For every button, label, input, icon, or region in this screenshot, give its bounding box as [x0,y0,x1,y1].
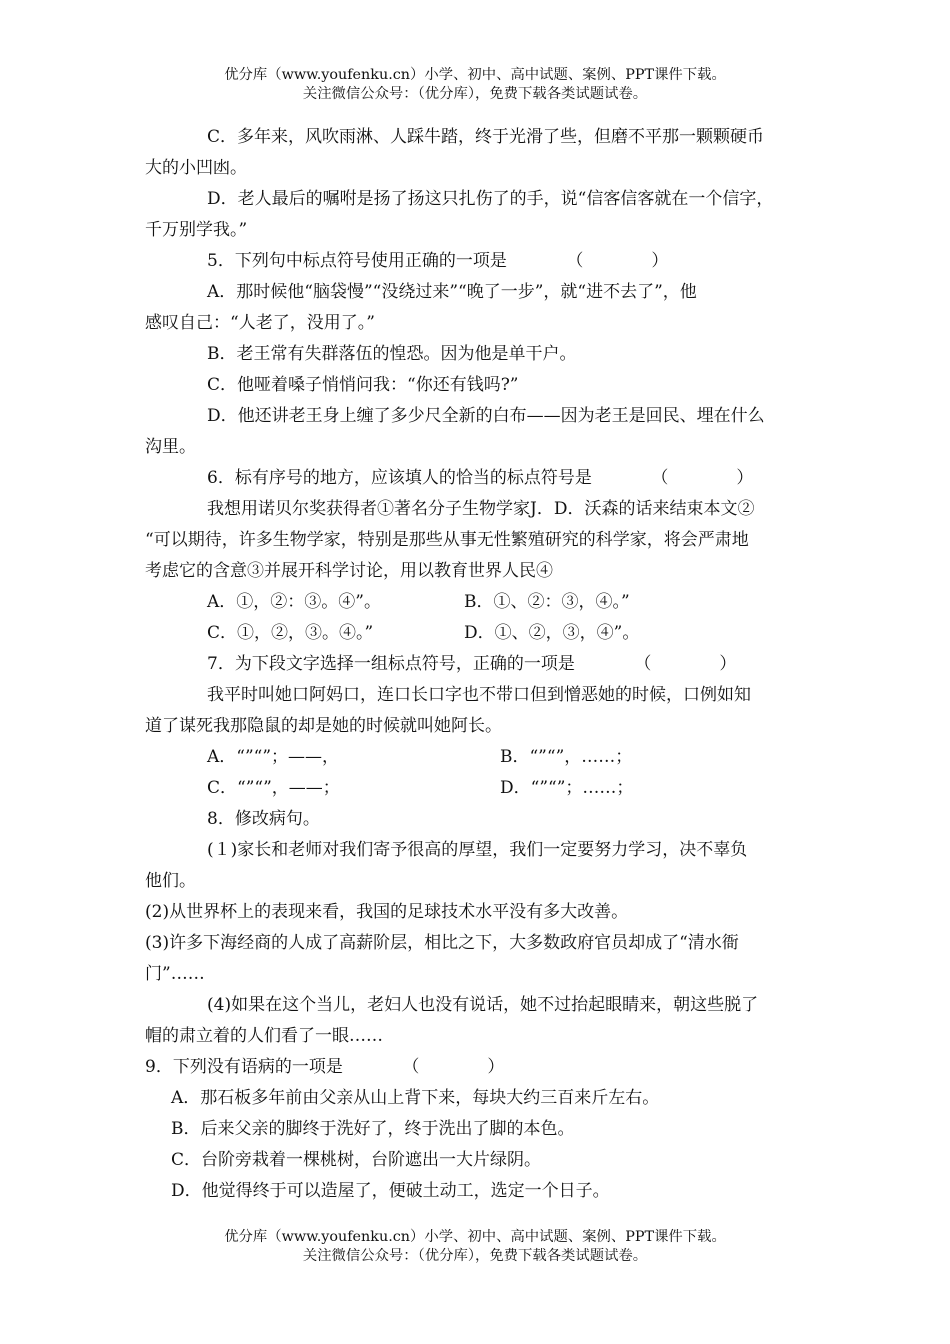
q8-stem: 8．修改病句。 [207,809,320,829]
q6-option-a: A．①，②：③。④”。 [207,592,381,612]
page-footer-line-2: 关注微信公众号：（优分库），免费下载各类试题试卷。 [302,1248,648,1264]
q6-passage-line-1: 我想用诺贝尔奖获得者①著名分子生物学家J．D．沃森的话来结束本文② [207,499,755,519]
q4-option-d-line-1: D．老人最后的嘱咐是扬了扬这只扎伤了的手，说“信客信客就在一个信字， [207,189,774,209]
q5-option-d-line-2: 沟里。 [145,437,196,457]
q4-option-d-line-2: 千万别学我。” [145,220,248,240]
q6-option-d: D．①、②，③，④”。 [464,623,640,643]
page-header-line-1: 优分库（www.youfenku.cn）小学、初中、高中试题、案例、PPT课件下载。 [224,67,726,83]
q9-stem: 9．下列没有语病的一项是 （ ） [145,1057,505,1077]
q9-option-b: B．后来父亲的脚终于洗好了，终于洗出了脚的本色。 [171,1119,575,1139]
q5-option-a-line-1: A．那时候他“脑袋慢”“没绕过来”“晚了一步”，就“进不去了”，他 [207,282,697,302]
q8-sentence-4-line-1: (4)如果在这个当儿，老妇人也没有说话，她不过抬起眼睛来，朝这些脱了 [207,995,759,1015]
q7-option-a: A．“”“”；——， [207,747,340,767]
q7-option-b: B．“”“”，……； [500,747,633,767]
q9-option-c: C．台阶旁栽着一棵桃树，台阶遮出一大片绿阴。 [171,1150,542,1170]
q6-passage-line-3: 考虑它的含意③并展开科学讨论，用以教育世界人民④ [145,561,553,581]
q5-option-c: C．他哑着嗓子悄悄问我：“你还有钱吗?” [207,375,519,395]
q7-stem: 7．为下段文字选择一组标点符号，正确的一项是 （ ） [207,654,737,674]
q5-option-b: B．老王常有失群落伍的惶恐。因为他是单干户。 [207,344,577,364]
q6-option-b: B．①、②：③，④。” [464,592,630,612]
q7-passage-line-1: 我平时叫她口阿妈口，连口长口字也不带口但到憎恶她的时候，口例如知 [207,685,751,705]
page-footer-line-1: 优分库（www.youfenku.cn）小学、初中、高中试题、案例、PPT课件下载。 [224,1229,726,1245]
q6-option-c: C．①，②，③。④。” [207,623,374,643]
q8-sentence-1-line-2: 他们。 [145,871,196,891]
q5-stem: 5．下列句中标点符号使用正确的一项是 （ ） [207,251,669,271]
q7-option-d: D．“”“”；……； [500,778,634,798]
q9-option-a: A．那石板多年前由父亲从山上背下来，每块大约三百来斤左右。 [171,1088,660,1108]
q8-sentence-3-line-1: (3)许多下海经商的人成了高薪阶层，相比之下，大多数政府官员却成了“清水衙 [145,933,739,953]
q7-passage-line-2: 道了谋死我那隐鼠的却是她的时候就叫她阿长。 [145,716,502,736]
q6-stem: 6．标有序号的地方，应该填人的恰当的标点符号是 （ ） [207,468,754,488]
q7-option-c: C．“”“”，——； [207,778,340,798]
q8-sentence-1-line-1: (１)家长和老师对我们寄予很高的厚望，我们一定要努力学习，决不辜负 [207,840,748,860]
q5-option-a-line-2: 感叹自己：“人老了，没用了。” [145,313,375,333]
q4-option-c-line-1: C．多年来，风吹雨淋、人踩牛踏，终于光滑了些，但磨不平那一颗颗硬币 [207,127,765,147]
page-header-line-2: 关注微信公众号：（优分库），免费下载各类试题试卷。 [302,86,648,102]
q8-sentence-3-line-2: 门”…… [145,964,205,984]
q6-passage-line-2: “可以期待，许多生物学家，特别是那些从事无性繁殖研究的科学家，将会严肃地 [145,530,749,550]
q9-option-d: D．他觉得终于可以造屋了，便破土动工，选定一个日子。 [171,1181,610,1201]
q5-option-d-line-1: D．他还讲老王身上缠了多少尺全新的白布——因为老王是回民、埋在什么 [207,406,765,426]
q8-sentence-2: (2)从世界杯上的表现来看，我国的足球技术水平没有多大改善。 [145,902,629,922]
q8-sentence-4-line-2: 帽的肃立着的人们看了一眼…… [145,1026,383,1046]
q4-option-c-line-2: 大的小凹凼。 [145,158,247,178]
